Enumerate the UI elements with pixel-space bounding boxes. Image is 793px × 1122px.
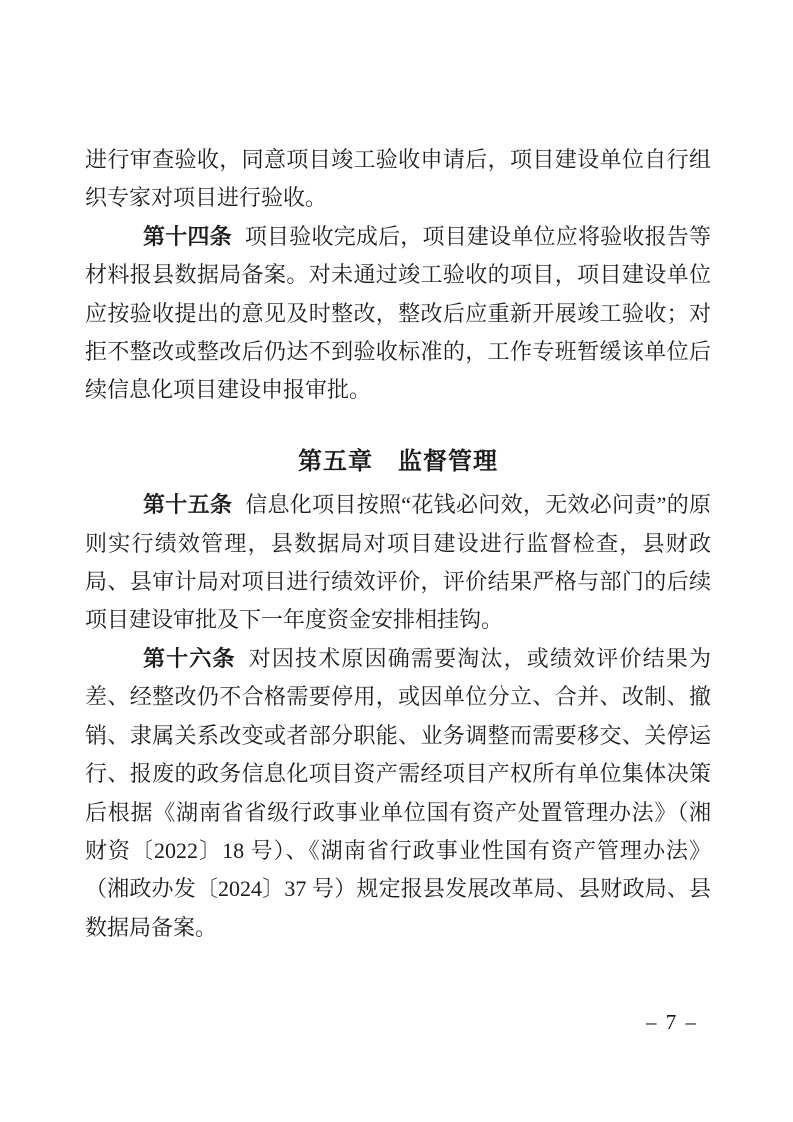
paragraph-article-16 xyxy=(85,640,711,947)
document-body xyxy=(85,141,711,947)
article-14-text: 项目验收完成后，项目建设单位应将验收报告等材料报县数据局备案。对未通过竣工验收的项目，项目建设单位应按验收提出的意见及时整改，整改后应重新开展竣工验收；对拒不整改或整改后仍达不到验收标准的，工作专班暂缓该单位后续信息化项目建设申报审批。 xyxy=(85,223,711,403)
page-number: – 7 – xyxy=(646,1010,698,1034)
article-14-label: 第十四条 xyxy=(143,223,232,249)
paragraph-article-14 xyxy=(85,218,711,410)
article-16-text: 对因技术原因确需要淘汰，或绩效评价结果为差、经整改仍不合格需要停用，或因单位分立、合并、改制、撤销、隶属关系改变或者部分职能、业务调整而需要移交、关停运行、报废的政务信息化项目资产需经项目产权所有单位集体决策后根据《湖南省省级行政事业单位国有资产处置管理办法》（湘财资〔2022〕18 号）、《湖南省行政事业性国有资产管理办法》（湘政办发〔2024〕37 号）规定报县发展改革局、县财政局、县数据局备案。 xyxy=(85,645,711,940)
paragraph-article-15 xyxy=(85,486,711,640)
article-15-text: 信息化项目按照“花钱必问效，无效必问责”的原则实行绩效管理，县数据局对项目建设进行监督检查，县财政局、县审计局对项目进行绩效评价，评价结果严格与部门的后续项目建设审批及下一年度资金安排相挂钩。 xyxy=(85,492,711,633)
chapter-5-heading: 第五章 监督管理 xyxy=(298,448,498,475)
article-15-label: 第十五条 xyxy=(143,492,233,518)
paragraph-continuation: 进行审查验收，同意项目竣工验收申请后，项目建设单位自行组织专家对项目进行验收。 xyxy=(85,147,711,211)
article-16-label: 第十六条 xyxy=(143,645,236,671)
